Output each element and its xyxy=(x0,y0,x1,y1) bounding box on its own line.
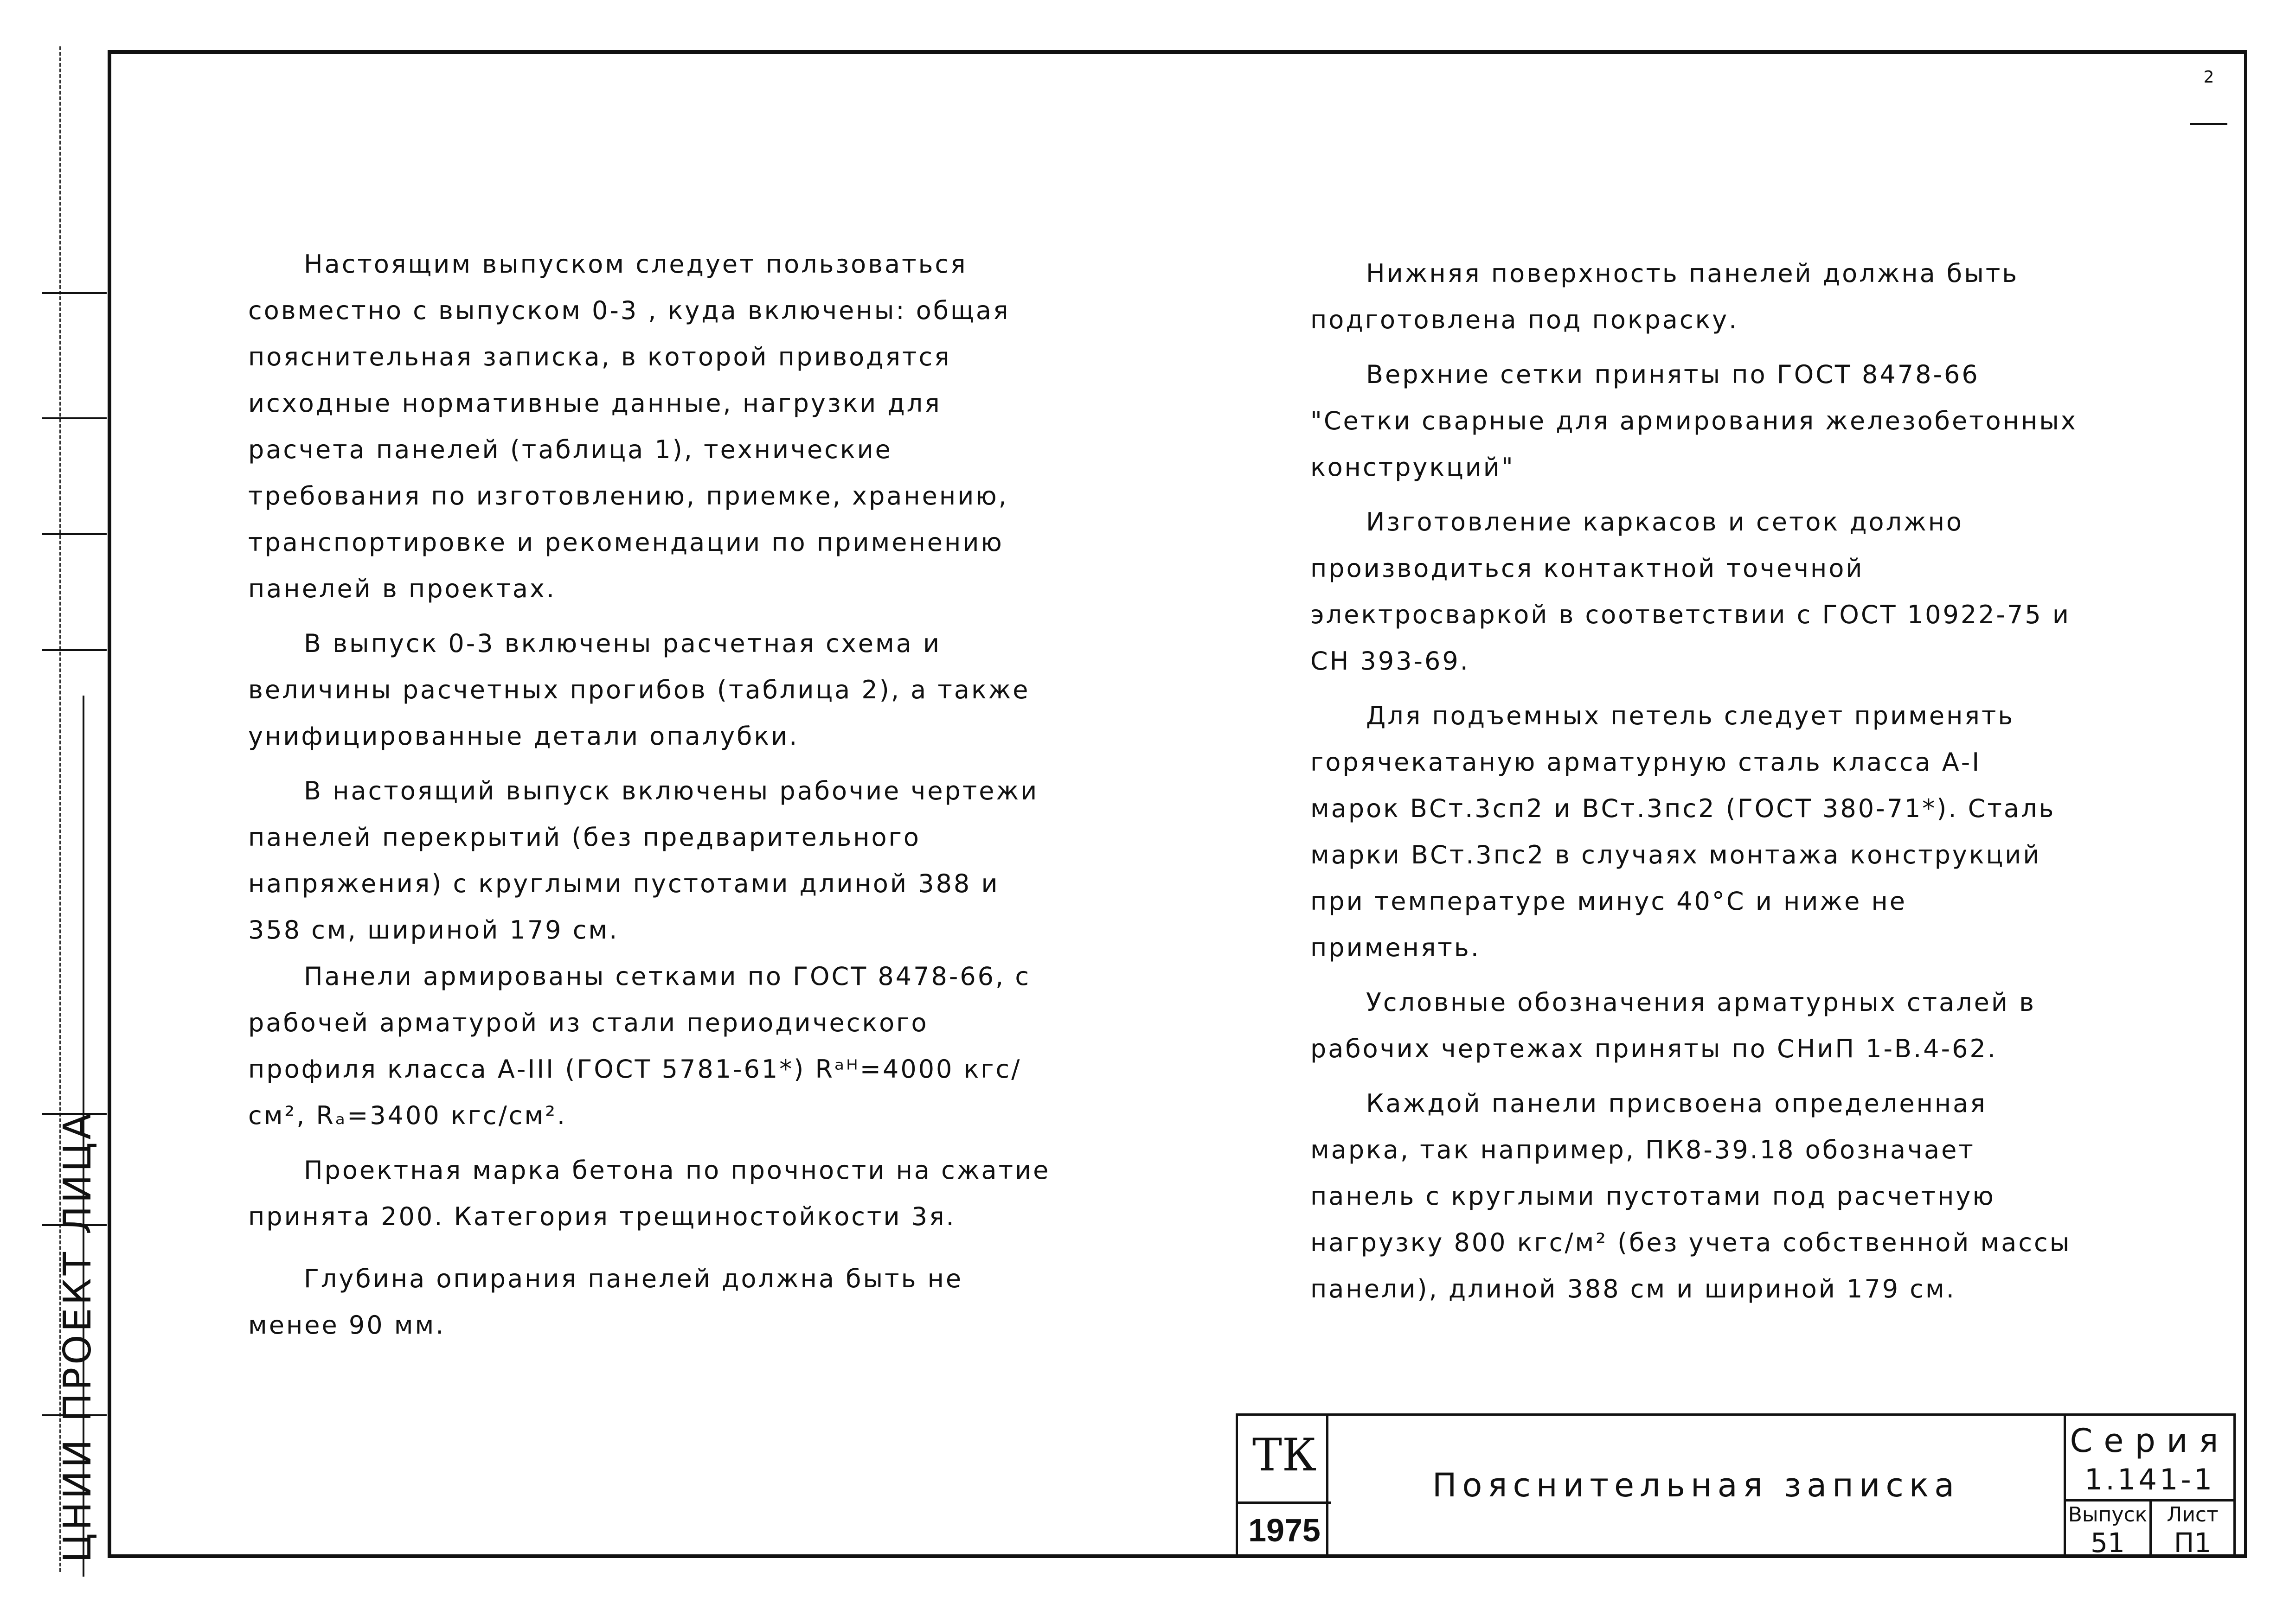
paragraph: Проектная марка бетона по прочности на сжатие принята 200. Категория трещиностойкости 3я. xyxy=(248,1156,1051,1231)
issue-cell xyxy=(2064,1499,2152,1557)
margin-stamp-text: ЦНИИ ПРОЕКТ ЛИЦА xyxy=(56,1111,100,1563)
paragraph: Верхние сетки приняты по ГОСТ 8478-66 "Сетки сварные для армирования железобетонных конструкций" xyxy=(1310,360,2078,482)
series-cell xyxy=(2064,1413,2236,1501)
title-block xyxy=(1236,1413,2236,1557)
series-value: 1.141-1 xyxy=(2084,1463,2215,1496)
series-label: Серия xyxy=(2070,1422,2230,1460)
issue-value: 51 xyxy=(2091,1527,2125,1559)
paragraph: В выпуск 0-3 включены расчетная схема и величины расчетных прогибов (таблица 2), а также унифицированные детали опалубки. xyxy=(248,629,1030,751)
sheet-value: П1 xyxy=(2174,1527,2212,1559)
margin-tick xyxy=(42,649,107,651)
paragraph: Условные обозначения арматурных сталей в рабочих чертежах приняты по СНиП 1-В.4-62. xyxy=(1310,988,2036,1063)
margin-tick xyxy=(42,417,107,419)
issue-label: Выпуск xyxy=(2068,1503,2148,1527)
paragraph: Нижняя поверхность панелей должна быть подготовлена под покраску. xyxy=(1310,259,2019,334)
margin-tick xyxy=(42,292,107,294)
right-text-column xyxy=(1310,250,2080,1312)
org-stamp xyxy=(1236,1413,1328,1557)
paragraph: Глубина опирания панелей должна быть не менее 90 мм. xyxy=(248,1264,963,1340)
paragraph: Настоящим выпуском следует пользоваться совместно с выпуском 0-3 , куда включены: общая пояснительная записка, в которой приводятся исходные нормативные данные, нагрузки для расчета панелей (таблица 1), технические требования по изготовлению, приемке, хранению, транспортировке и рекомендации по применению панелей в проектах. xyxy=(248,249,1010,603)
org-code: ТК xyxy=(1238,1416,1331,1504)
paragraph: Панели армированы сетками по ГОСТ 8478-66, с рабочей арматурой из стали периодического профиля класса А-III (ГОСТ 5781-61*) Rᵃᴴ=4000 кгс/см², Rₐ=3400 кгс/см². xyxy=(248,962,1031,1130)
document-title: Пояснительная записка xyxy=(1432,1466,1960,1504)
paragraph: Для подъемных петель следует применять горячекатаную арматурную сталь класса А-I марок ВСт.3сп2 и ВСт.3пс2 (ГОСТ 380-71*). Сталь марки ВСт.3пс2 в случаях монтажа конструкций при температуре минус 40°С и ниже не применять. xyxy=(1310,701,2056,962)
margin-tick xyxy=(42,533,107,535)
document-title-cell xyxy=(1326,1413,2066,1557)
paragraph: В настоящий выпуск включены рабочие чертежи панелей перекрытий (без предварительного напряжения) с круглыми пустотами длиной 388 и 358 см, шириной 179 см. xyxy=(248,776,1039,945)
left-text-column xyxy=(248,241,1055,1348)
year: 1975 xyxy=(1248,1512,1321,1548)
sheet-label: Лист xyxy=(2167,1503,2219,1527)
paragraph: Каждой панели присвоена определенная марка, так например, ПК8-39.18 обозначает панель с круглыми пустотами под расчетную нагрузку 800 кгс/м² (без учета собственной массы панели), длиной 388 см и шириной 179 см. xyxy=(1310,1089,2072,1303)
corner-sheet-mark: 2 xyxy=(2190,67,2227,125)
paragraph: Изготовление каркасов и сеток должно производиться контактной точечной электросваркой в соответствии с ГОСТ 10922-75 и СН 393-69. xyxy=(1310,507,2071,676)
margin-stamp-strip xyxy=(42,46,111,1572)
sheet-cell xyxy=(2149,1499,2236,1557)
